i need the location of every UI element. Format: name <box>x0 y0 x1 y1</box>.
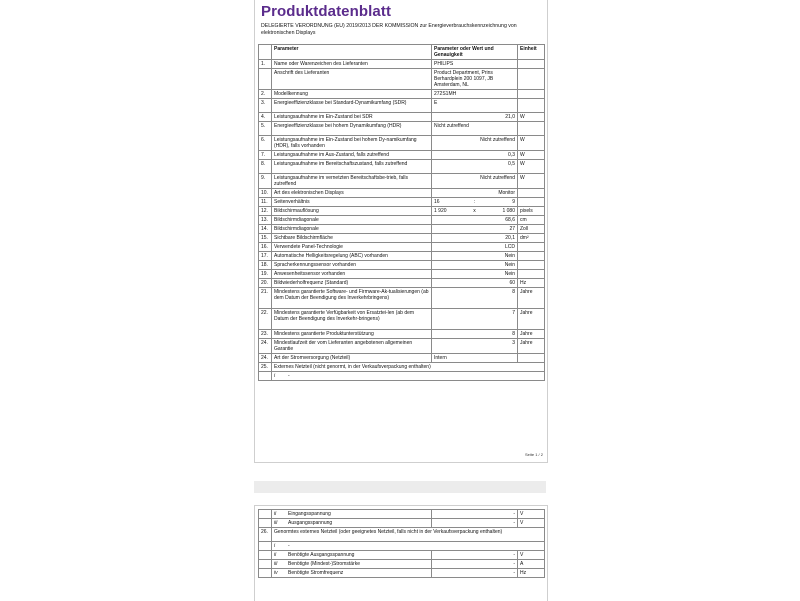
row-unit: W <box>518 151 545 160</box>
sub-index: iv <box>274 570 278 576</box>
row-parameter: Eingangsspannung <box>288 511 331 517</box>
page-title: Produktdatenblatt <box>261 3 392 20</box>
row-number: 8. <box>259 160 272 174</box>
table-row <box>259 189 545 198</box>
row-unit: W <box>518 160 545 174</box>
row-number: 17. <box>259 252 272 261</box>
row-number: 18. <box>259 261 272 270</box>
row-parameter: Leistungsaufnahme im Ein-Zustand bei hohem Dy-namikumfang (HDR), falls vorhanden <box>272 136 432 151</box>
row-value: Nein <box>432 261 518 270</box>
table-header-row <box>259 45 545 60</box>
resolution-value <box>432 207 518 216</box>
table-row <box>259 261 545 270</box>
table-row <box>259 354 545 363</box>
row-value: Nicht zutreffend <box>432 136 518 151</box>
row-parameter: Mindestens garantierte Verfügbarkeit von Ersatztei-len (ab dem Datum der Beendigung des Inverkehr-bringens) <box>272 309 432 330</box>
row-number: 13. <box>259 216 272 225</box>
page-number: Seite 1 / 2 <box>524 452 543 457</box>
datasheet-page-1 <box>254 0 548 463</box>
sub-index: ii <box>274 552 277 558</box>
sub-index: ii <box>274 511 277 517</box>
row-number: 3. <box>259 99 272 113</box>
row-unit: Jahre <box>518 330 545 339</box>
row-number: 5. <box>259 122 272 136</box>
table-row <box>259 270 545 279</box>
table-row <box>259 519 545 528</box>
row-parameter: Mindestens garantierte Produktunterstützung <box>272 330 432 339</box>
table-row <box>259 569 545 578</box>
row-parameter: Anwesenheitssensor vorhanden <box>272 270 432 279</box>
row-unit <box>518 243 545 252</box>
table-row <box>259 225 545 234</box>
row-parameter: Modellkennung <box>272 90 432 99</box>
table-row <box>259 113 545 122</box>
table-row <box>259 279 545 288</box>
row-unit <box>518 90 545 99</box>
table-row <box>259 151 545 160</box>
row-parameter: Externes Netzteil (nicht genormt, in der Verkaufsverpackung enthalten) <box>272 363 545 372</box>
row-number: 4. <box>259 113 272 122</box>
row-parameter: Bildschirmauflösung <box>272 207 432 216</box>
row-value: - <box>288 543 290 549</box>
row-unit: Hz <box>518 569 545 578</box>
table-row <box>259 234 545 243</box>
row-parameter: Benötigte Stromfrequenz <box>288 570 344 576</box>
row-unit: W <box>518 174 545 189</box>
row-value: 60 <box>432 279 518 288</box>
row-number: 14. <box>259 225 272 234</box>
row-unit: cm <box>518 216 545 225</box>
row-value: 68,6 <box>432 216 518 225</box>
datasheet-page-2 <box>254 505 548 601</box>
row-number: 6. <box>259 136 272 151</box>
row-parameter: Mindestens garantierte Software- und Firmware-Ak-tualisierungen (ab dem Datum der Beendigung des Inverkehrbringens) <box>272 288 432 309</box>
row-value: 8 <box>432 288 518 309</box>
row-unit: Hz <box>518 279 545 288</box>
table-row <box>259 60 545 69</box>
row-value: 21,0 <box>432 113 518 122</box>
row-parameter: Anschrift des Lieferanten <box>272 69 432 90</box>
value-part: 1 920 <box>434 208 447 214</box>
header-number <box>259 45 272 60</box>
row-unit: pixels <box>518 207 545 216</box>
row-number: 9. <box>259 174 272 189</box>
row-parameter: Automatische Helligkeitsregelung (ABC) vorhanden <box>272 252 432 261</box>
table-row <box>259 90 545 99</box>
row-unit <box>518 99 545 113</box>
row-unit: W <box>518 136 545 151</box>
row-value: 0,3 <box>432 151 518 160</box>
row-number: 11. <box>259 198 272 207</box>
row-value: - <box>432 519 518 528</box>
row-number <box>259 69 272 90</box>
row-unit <box>518 189 545 198</box>
row-number: 1. <box>259 60 272 69</box>
row-parameter: Seitenverhältnis <box>272 198 432 207</box>
table-row <box>259 363 545 372</box>
row-parameter: Art der Stromversorgung (Netzteil) <box>272 354 432 363</box>
datasheet-table <box>258 44 545 381</box>
table-row <box>259 252 545 261</box>
row-number: 12. <box>259 207 272 216</box>
table-row <box>259 560 545 569</box>
table-row <box>259 542 545 551</box>
row-unit: Jahre <box>518 309 545 330</box>
row-value: PHILIPS <box>432 60 518 69</box>
row-parameter: Leistungsaufnahme im Aus-Zustand, falls zutreffend <box>272 151 432 160</box>
row-number: 22. <box>259 309 272 330</box>
row-value: Product Department, Prins Berhardplein 200 1097, JB Amsterdam, NL <box>432 69 518 90</box>
sub-index: iii <box>274 520 278 526</box>
row-unit: Zoll <box>518 225 545 234</box>
value-part: 9 <box>512 199 515 205</box>
table-row <box>259 122 545 136</box>
table-row <box>259 174 545 189</box>
row-value: 8 <box>432 330 518 339</box>
row-parameter: Bildwiederholfrequenz (Standard) <box>272 279 432 288</box>
value-part: 16 <box>434 199 440 205</box>
row-parameter: Mindestlaufzeit der vom Lieferanten angebotenen allgemeinen Garantie <box>272 339 432 354</box>
row-unit <box>518 60 545 69</box>
table-row <box>259 510 545 519</box>
row-value: Monitor <box>432 189 518 198</box>
row-number: 23. <box>259 330 272 339</box>
header-value: Parameter oder Wert und Genauigkeit <box>432 45 518 60</box>
header-unit: Einheit <box>518 45 545 60</box>
table-row <box>259 339 545 354</box>
row-number: 21. <box>259 288 272 309</box>
row-value: - <box>432 560 518 569</box>
row-parameter: Benötigte (Mindest-)Stromstärke <box>288 561 360 567</box>
row-unit: V <box>518 519 545 528</box>
row-value: 272S1MH <box>432 90 518 99</box>
row-value: Intern <box>432 354 518 363</box>
row-value: 3 <box>432 339 518 354</box>
row-parameter: Sichtbare Bildschirmfläche <box>272 234 432 243</box>
table-row <box>259 551 545 560</box>
sub-index: i <box>274 543 276 549</box>
row-value: Nein <box>432 270 518 279</box>
row-parameter: Spracherkennungssensor vorhanden <box>272 261 432 270</box>
row-unit <box>518 198 545 207</box>
row-value: - <box>432 510 518 519</box>
row-number: 24. <box>259 354 272 363</box>
row-parameter: Leistungsaufnahme im Ein-Zustand bei SDR <box>272 113 432 122</box>
row-parameter: Energieeffizienzklasse bei hohem Dynamikumfang (HDR) <box>272 122 432 136</box>
row-unit <box>518 270 545 279</box>
row-unit: V <box>518 551 545 560</box>
datasheet-table-continued <box>258 509 545 578</box>
row-parameter: Verwendete Panel-Technologie <box>272 243 432 252</box>
row-number: 15. <box>259 234 272 243</box>
row-unit <box>518 252 545 261</box>
row-parameter: Leistungsaufnahme im Bereitschaftszustand, falls zutreffend <box>272 160 432 174</box>
row-value: LCD <box>432 243 518 252</box>
table-row <box>259 330 545 339</box>
page-separator <box>254 481 546 493</box>
row-parameter: Energieeffizienzklasse bei Standard-Dynamikumfang (SDR) <box>272 99 432 113</box>
table-row <box>259 528 545 542</box>
table-row <box>259 243 545 252</box>
row-unit <box>518 261 545 270</box>
row-parameter: Bildschirmdiagonale <box>272 225 432 234</box>
table-row <box>259 309 545 330</box>
row-number: 16. <box>259 243 272 252</box>
row-value: Nein <box>432 252 518 261</box>
row-number: 10. <box>259 189 272 198</box>
value-part: 1 080 <box>502 208 515 214</box>
row-unit <box>518 122 545 136</box>
row-parameter: Genormtes externes Netzteil (oder geeignetes Netzteil, falls nicht in der Verkaufsverpackung enthalten) <box>272 528 545 542</box>
row-number: 20. <box>259 279 272 288</box>
row-number: 7. <box>259 151 272 160</box>
row-number: 2. <box>259 90 272 99</box>
row-value: - <box>432 551 518 560</box>
table-row <box>259 99 545 113</box>
table-row <box>259 207 545 216</box>
row-value: 0,5 <box>432 160 518 174</box>
row-parameter: Leistungsaufnahme im vernetzten Bereitschaftsbe-trieb, falls zutreffend <box>272 174 432 189</box>
row-value: 7 <box>432 309 518 330</box>
row-number: 26. <box>259 528 272 542</box>
row-unit: dm² <box>518 234 545 243</box>
aspect-ratio-value <box>432 198 518 207</box>
row-number: 24. <box>259 339 272 354</box>
table-row <box>259 136 545 151</box>
sub-index: iii <box>274 561 278 567</box>
row-parameter: Benötigte Ausgangsspannung <box>288 552 355 558</box>
row-parameter: Bildschirmdiagonale <box>272 216 432 225</box>
row-number: 19. <box>259 270 272 279</box>
table-row <box>259 69 545 90</box>
row-value: 27 <box>432 225 518 234</box>
table-row <box>259 160 545 174</box>
table-row <box>259 216 545 225</box>
row-unit: A <box>518 560 545 569</box>
sub-index: i <box>274 373 276 379</box>
row-unit <box>518 69 545 90</box>
row-parameter: Art des elektronischen Displays <box>272 189 432 198</box>
table-row <box>259 288 545 309</box>
table-row <box>259 372 545 381</box>
row-unit: Jahre <box>518 339 545 354</box>
table-row <box>259 198 545 207</box>
value-separator: x <box>473 208 476 214</box>
row-parameter: Name oder Warenzeichen des Lieferanten <box>272 60 432 69</box>
header-parameter: Parameter <box>272 45 432 60</box>
row-unit: W <box>518 113 545 122</box>
row-value: E <box>432 99 518 113</box>
row-unit: V <box>518 510 545 519</box>
row-unit: Jahre <box>518 288 545 309</box>
row-value: Nicht zutreffend <box>432 174 518 189</box>
regulation-subtitle: DELEGIERTE VERORDNUNG (EU) 2019/2013 DER KOMMISSION zur Energieverbrauchskennzeichnung von elektronischen Displays <box>261 23 517 36</box>
row-unit <box>518 354 545 363</box>
row-number: 25. <box>259 363 272 372</box>
value-separator: : <box>473 199 476 205</box>
row-parameter: Ausgangsspannung <box>288 520 333 526</box>
row-value: - <box>432 569 518 578</box>
row-value: Nicht zutreffend <box>432 122 518 136</box>
row-value: - <box>288 373 290 379</box>
row-value: 20,1 <box>432 234 518 243</box>
